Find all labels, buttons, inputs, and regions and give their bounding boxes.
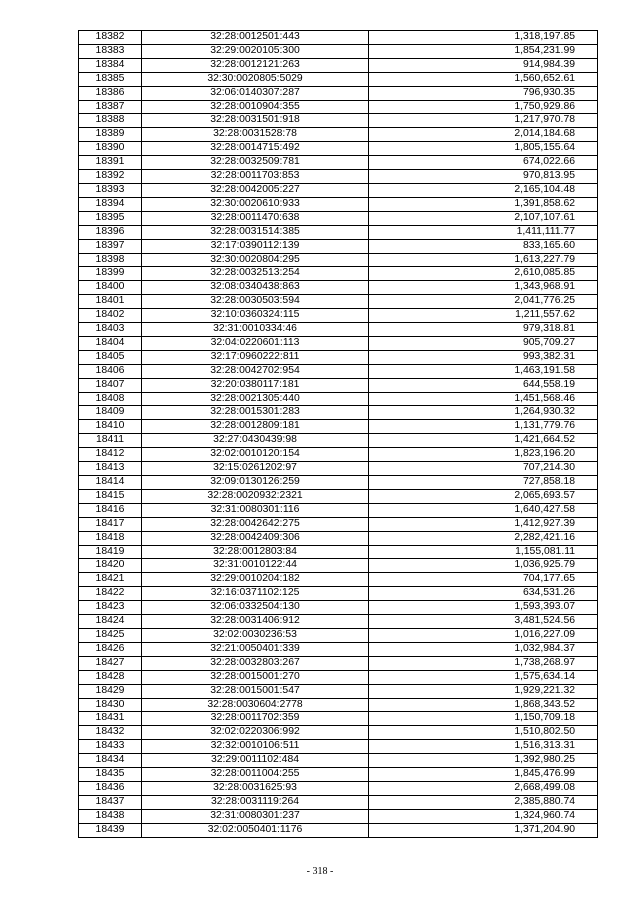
row-id-cell: 18395 [79,211,142,225]
table-row [79,309,598,323]
row-id-cell: 18399 [79,267,142,281]
amount-cell: 1,510,802.50 [369,726,598,740]
cadastral-number-cell: 32:10:0360324:115 [142,309,369,323]
table-row [79,448,598,462]
cadastral-number-cell: 32:28:0012809:181 [142,420,369,434]
row-id-cell: 18389 [79,128,142,142]
amount-cell: 833,165.60 [369,239,598,253]
cadastral-number-cell: 32:16:0371102:125 [142,587,369,601]
table-row [79,406,598,420]
cadastral-number-cell: 32:28:0015001:270 [142,670,369,684]
amount-cell: 634,531.26 [369,587,598,601]
amount-cell: 1,516,313.31 [369,740,598,754]
row-id-cell: 18412 [79,448,142,462]
row-id-cell: 18431 [79,712,142,726]
table-row [79,656,598,670]
row-id-cell: 18406 [79,364,142,378]
amount-cell: 1,211,557.62 [369,309,598,323]
table-row [79,44,598,58]
amount-cell: 993,382.31 [369,350,598,364]
row-id-cell: 18398 [79,253,142,267]
amount-cell: 1,421,664.52 [369,434,598,448]
amount-cell: 2,610,085.85 [369,267,598,281]
cadastral-number-cell: 32:17:0390112:139 [142,239,369,253]
table-row [79,114,598,128]
amount-cell: 1,412,927.39 [369,517,598,531]
cadastral-number-cell: 32:02:0030236:53 [142,628,369,642]
table-row [79,726,598,740]
row-id-cell: 18407 [79,378,142,392]
row-id-cell: 18417 [79,517,142,531]
amount-cell: 1,391,858.62 [369,197,598,211]
table-row [79,573,598,587]
table-row [79,740,598,754]
cadastral-number-cell: 32:04:0220601:113 [142,336,369,350]
amount-cell: 1,823,196.20 [369,448,598,462]
cadastral-number-cell: 32:27:0430439:98 [142,434,369,448]
cadastral-number-cell: 32:28:0015301:283 [142,406,369,420]
row-id-cell: 18386 [79,86,142,100]
table-row [79,601,598,615]
cadastral-number-cell: 32:29:0011102:484 [142,754,369,768]
table-row [79,253,598,267]
row-id-cell: 18426 [79,642,142,656]
amount-cell: 1,371,204.90 [369,823,598,837]
cadastral-number-cell: 32:31:0080301:237 [142,809,369,823]
row-id-cell: 18393 [79,183,142,197]
row-id-cell: 18396 [79,225,142,239]
row-id-cell: 18402 [79,309,142,323]
amount-cell: 704,177.65 [369,573,598,587]
table-row [79,545,598,559]
cadastral-number-cell: 32:15:0261202:97 [142,462,369,476]
cadastral-number-cell: 32:28:0031501:918 [142,114,369,128]
row-id-cell: 18394 [79,197,142,211]
amount-cell: 1,560,652.61 [369,72,598,86]
row-id-cell: 18435 [79,768,142,782]
cadastral-number-cell: 32:28:0032513:254 [142,267,369,281]
cadastral-number-cell: 32:31:0010122:44 [142,559,369,573]
table-row [79,183,598,197]
row-id-cell: 18414 [79,476,142,490]
cadastral-number-cell: 32:28:0011703:853 [142,170,369,184]
cadastral-number-cell: 32:29:0020105:300 [142,44,369,58]
amount-cell: 1,411,111.77 [369,225,598,239]
amount-cell: 1,392,980.25 [369,754,598,768]
amount-cell: 1,854,231.99 [369,44,598,58]
table-row [79,378,598,392]
cadastral-number-cell: 32:28:0030604:2778 [142,698,369,712]
cadastral-number-cell: 32:30:0020610:933 [142,197,369,211]
row-id-cell: 18408 [79,392,142,406]
cadastral-number-cell: 32:28:0012121:263 [142,58,369,72]
table-row [79,86,598,100]
cadastral-number-cell: 32:02:0220306:992 [142,726,369,740]
cadastral-number-cell: 32:30:0020804:295 [142,253,369,267]
cadastral-number-cell: 32:31:0010334:46 [142,323,369,337]
amount-cell: 1,264,930.32 [369,406,598,420]
row-id-cell: 18436 [79,781,142,795]
row-id-cell: 18430 [79,698,142,712]
row-id-cell: 18438 [79,809,142,823]
cadastral-number-cell: 32:17:0960222:811 [142,350,369,364]
table-row [79,225,598,239]
row-id-cell: 18423 [79,601,142,615]
table-row [79,768,598,782]
table-row [79,323,598,337]
cadastral-number-cell: 32:09:0130126:259 [142,476,369,490]
table-row [79,476,598,490]
table-row [79,462,598,476]
amount-cell: 644,558.19 [369,378,598,392]
cadastral-number-cell: 32:28:0032509:781 [142,156,369,170]
table-body [79,31,598,838]
table-row [79,336,598,350]
table-row [79,781,598,795]
table-row [79,392,598,406]
amount-cell: 2,385,880.74 [369,795,598,809]
row-id-cell: 18397 [79,239,142,253]
cadastral-number-cell: 32:28:0015001:547 [142,684,369,698]
cadastral-number-cell: 32:28:0031625:93 [142,781,369,795]
amount-cell: 2,107,107.61 [369,211,598,225]
amount-cell: 796,930.35 [369,86,598,100]
row-id-cell: 18424 [79,615,142,629]
cadastral-number-cell: 32:28:0031514:385 [142,225,369,239]
row-id-cell: 18392 [79,170,142,184]
amount-cell: 707,214.30 [369,462,598,476]
cadastral-number-cell: 32:28:0042005:227 [142,183,369,197]
amount-cell: 1,016,227.09 [369,628,598,642]
row-id-cell: 18437 [79,795,142,809]
row-id-cell: 18415 [79,489,142,503]
amount-cell: 1,451,568.46 [369,392,598,406]
row-id-cell: 18413 [79,462,142,476]
cadastral-number-cell: 32:28:0031119:264 [142,795,369,809]
row-id-cell: 18383 [79,44,142,58]
amount-cell: 2,041,776.25 [369,295,598,309]
amount-cell: 2,014,184.68 [369,128,598,142]
amount-cell: 979,318.81 [369,323,598,337]
table-row [79,517,598,531]
amount-cell: 2,668,499.08 [369,781,598,795]
row-id-cell: 18401 [79,295,142,309]
table-row [79,420,598,434]
table-row [79,698,598,712]
cadastral-number-cell: 32:28:0014715:492 [142,142,369,156]
cadastral-number-cell: 32:31:0080301:116 [142,503,369,517]
amount-cell: 1,929,221.32 [369,684,598,698]
table-row [79,156,598,170]
cadastral-number-cell: 32:02:0050401:1176 [142,823,369,837]
amount-cell: 1,593,393.07 [369,601,598,615]
cadastral-number-cell: 32:32:0010106:511 [142,740,369,754]
amount-cell: 2,165,104.48 [369,183,598,197]
cadastral-number-cell: 32:28:0011470:638 [142,211,369,225]
amount-cell: 1,613,227.79 [369,253,598,267]
amount-cell: 1,324,960.74 [369,809,598,823]
page-number: - 318 - [306,866,334,877]
cadastral-number-cell: 32:30:0020805:5029 [142,72,369,86]
table-row [79,615,598,629]
row-id-cell: 18400 [79,281,142,295]
table-row [79,211,598,225]
amount-cell: 3,481,524.56 [369,615,598,629]
cadastral-number-cell: 32:20:0380117:181 [142,378,369,392]
row-id-cell: 18433 [79,740,142,754]
row-id-cell: 18382 [79,31,142,45]
cadastral-number-cell: 32:28:0011702:359 [142,712,369,726]
table-row [79,670,598,684]
cadastral-number-cell: 32:28:0030503:594 [142,295,369,309]
table-row [79,100,598,114]
table-row [79,489,598,503]
amount-cell: 1,640,427.58 [369,503,598,517]
table-row [79,823,598,837]
table-row [79,503,598,517]
amount-cell: 1,343,968.91 [369,281,598,295]
table-row [79,197,598,211]
cadastral-number-cell: 32:21:0050401:339 [142,642,369,656]
row-id-cell: 18427 [79,656,142,670]
row-id-cell: 18388 [79,114,142,128]
table-row [79,142,598,156]
cadastral-number-cell: 32:08:0340438:863 [142,281,369,295]
table-row [79,364,598,378]
amount-cell: 1,575,634.14 [369,670,598,684]
row-id-cell: 18420 [79,559,142,573]
row-id-cell: 18411 [79,434,142,448]
cadastral-number-cell: 32:28:0031406:912 [142,615,369,629]
row-id-cell: 18409 [79,406,142,420]
row-id-cell: 18410 [79,420,142,434]
table-row [79,642,598,656]
row-id-cell: 18405 [79,350,142,364]
cadastral-number-cell: 32:28:0020932:2321 [142,489,369,503]
table-row [79,628,598,642]
table-row [79,531,598,545]
row-id-cell: 18391 [79,156,142,170]
cadastral-number-cell: 32:06:0140307:287 [142,86,369,100]
row-id-cell: 18432 [79,726,142,740]
cadastral-number-cell: 32:28:0042409:306 [142,531,369,545]
table-row [79,754,598,768]
amount-cell: 1,155,081.11 [369,545,598,559]
cadastral-number-cell: 32:28:0031528:78 [142,128,369,142]
table-row [79,281,598,295]
table-row [79,31,598,45]
cadastral-number-cell: 32:06:0332504:130 [142,601,369,615]
row-id-cell: 18434 [79,754,142,768]
table-row [79,295,598,309]
amount-cell: 1,217,970.78 [369,114,598,128]
row-id-cell: 18385 [79,72,142,86]
cadastral-number-cell: 32:28:0012501:443 [142,31,369,45]
table-row [79,72,598,86]
cadastral-number-cell: 32:28:0011004:255 [142,768,369,782]
table-row [79,809,598,823]
amount-cell: 674,022.66 [369,156,598,170]
amount-cell: 2,065,693.57 [369,489,598,503]
table-row [79,267,598,281]
row-id-cell: 18428 [79,670,142,684]
table-row [79,712,598,726]
amount-cell: 2,282,421.16 [369,531,598,545]
row-id-cell: 18416 [79,503,142,517]
row-id-cell: 18439 [79,823,142,837]
cadastral-number-cell: 32:28:0042642:275 [142,517,369,531]
amount-cell: 1,131,779.76 [369,420,598,434]
table-row [79,239,598,253]
row-id-cell: 18384 [79,58,142,72]
table-row [79,58,598,72]
table-row [79,559,598,573]
amount-cell: 1,150,709.18 [369,712,598,726]
row-id-cell: 18404 [79,336,142,350]
row-id-cell: 18403 [79,323,142,337]
cadastral-number-cell: 32:28:0010904:355 [142,100,369,114]
table-row [79,434,598,448]
amount-cell: 1,318,197.85 [369,31,598,45]
amount-cell: 1,032,984.37 [369,642,598,656]
row-id-cell: 18425 [79,628,142,642]
row-id-cell: 18419 [79,545,142,559]
amount-cell: 1,845,476.99 [369,768,598,782]
amount-cell: 1,750,929.86 [369,100,598,114]
data-table [78,30,598,838]
table-row [79,128,598,142]
table-row [79,170,598,184]
amount-cell: 1,738,268.97 [369,656,598,670]
amount-cell: 905,709.27 [369,336,598,350]
table-row [79,795,598,809]
cadastral-number-cell: 32:02:0010120:154 [142,448,369,462]
table-row [79,350,598,364]
amount-cell: 1,805,155.64 [369,142,598,156]
row-id-cell: 18422 [79,587,142,601]
amount-cell: 727,858.18 [369,476,598,490]
row-id-cell: 18421 [79,573,142,587]
cadastral-number-cell: 32:28:0032803:267 [142,656,369,670]
amount-cell: 970,813.95 [369,170,598,184]
amount-cell: 914,984.39 [369,58,598,72]
row-id-cell: 18390 [79,142,142,156]
cadastral-number-cell: 32:28:0021305:440 [142,392,369,406]
table-row [79,684,598,698]
amount-cell: 1,463,191.58 [369,364,598,378]
cadastral-number-cell: 32:29:0010204:182 [142,573,369,587]
cadastral-number-cell: 32:28:0012803:84 [142,545,369,559]
row-id-cell: 18429 [79,684,142,698]
amount-cell: 1,036,925.79 [369,559,598,573]
table-row [79,587,598,601]
row-id-cell: 18387 [79,100,142,114]
amount-cell: 1,868,343.52 [369,698,598,712]
cadastral-number-cell: 32:28:0042702:954 [142,364,369,378]
row-id-cell: 18418 [79,531,142,545]
